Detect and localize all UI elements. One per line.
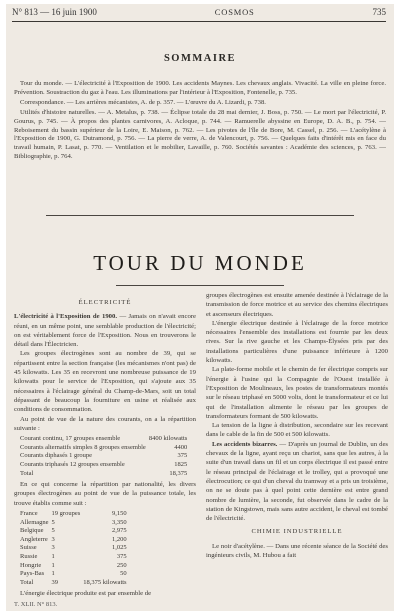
table-cell-groups: 3 — [51, 535, 55, 543]
table-cell-power: 50 — [120, 570, 127, 578]
summary-paragraph: Utilités d'histoire naturelles. — A. Metalus, p. 738. — Éclipse totale du 28 mai dernier, J. Boss, p. 750. — Le mort par l'électricité, P. Gourus, p. 745. — À propos des plantes carnivores, A. Acloque, p. 744. — Ramuerelle abyssine en Europe, D. A. B., p. 754. — Reboisement du bassin supérieur de la Loire, E. Maison, p. 762. — Les pivotes de l'île de Bore, M. Cassel, p. 256. — L'acétylène à l'Exposition de 1900, G. Dutramond, p. 756. — La pierre de verre, A. de Valencourt, p. 756. — Quelques faits d'intérêt mis en face du travail humain, P. Lasat, p. 770. — Ventilation et le mobilier, Lavaille, p. 760. Sociétés savantes : Académie des sciences, p. 763. — Bibliographie, p. 764. — [14, 108, 386, 161]
article-paragraph — [206, 440, 388, 524]
table-row — [20, 510, 130, 519]
table-row — [20, 519, 130, 528]
table-cell-groups: 1 — [51, 570, 55, 578]
table-row — [20, 470, 190, 479]
table-cell-power: 9,150 — [111, 510, 127, 518]
table-cell-groups: 5 — [51, 518, 55, 526]
table-cell-power: 2,975 — [111, 527, 127, 535]
article-title: Les accidents bizarres. — [212, 440, 278, 448]
table-cell-label: Courants alternatifs simples 8 groupes ensemble — [20, 443, 146, 451]
table-cell-label: Courant continu, 17 groupes ensemble — [20, 435, 121, 443]
table-row — [20, 553, 130, 562]
article-paragraph: Au point de vue de la nature des courants, on a la répartition suivante : — [14, 415, 196, 432]
table-cell-power: 1,200 — [111, 535, 127, 543]
table-row — [20, 435, 190, 444]
table-cell-value: 375 — [177, 452, 188, 460]
table-cell-country: Russie — [20, 552, 38, 560]
article-paragraph: Les groupes électrogènes sont au nombre de 39, qui se répartissent entre la section française (les mécanismes n'ont pas) de 45 kilowatts. Les 35 en recevront une nombreuse puissance de 19 kilowatts pour le service de l'Exposition, qui s'ajoute aux 35 nécessaires à l'éclairage général du Champ-de-Mars, soit un total dépassant de beaucoup la fourniture en usine et réalisée aux conditions de consommation. — [14, 350, 196, 414]
sommaire-heading: SOMMAIRE — [163, 53, 237, 64]
article-title: L'électricité à l'Exposition de 1900. — [14, 313, 118, 321]
table-row — [20, 579, 130, 588]
article-paragraph: Le noir d'acétylène. — Dans une récente séance de la Société des ingénieurs civils, M. Hubou a fait — [206, 542, 388, 560]
table-cell-country: Angleterre — [20, 535, 48, 543]
table-row — [20, 527, 130, 536]
table-cell-country: France — [20, 510, 38, 518]
table-cell-value: 18,375 — [169, 469, 188, 477]
journal-page — [6, 4, 394, 611]
page-footer: T. XLII. N° 813. — [14, 601, 58, 608]
section-subheading: CHIMIE INDUSTRIELLE — [251, 528, 343, 536]
left-column — [14, 294, 196, 599]
table-cell-value: 8400 kilowatts — [148, 435, 188, 443]
section-subheading: ÉLECTRICITÉ — [78, 299, 132, 306]
table-cell-value: 4400 — [174, 443, 188, 451]
table-cell-power: 250 — [116, 561, 127, 569]
section-title: TOUR DU MONDE — [93, 251, 307, 275]
summary-block — [14, 80, 386, 163]
table-cell-groups: 1 — [51, 552, 55, 560]
table-row — [20, 452, 190, 461]
table-cell-country: Total — [20, 578, 34, 586]
table-cell-label: Total — [20, 469, 34, 477]
article-paragraph: L'énergie électrique produite est par ensemble de — [20, 590, 152, 598]
table-cell-power: 1,025 — [111, 544, 127, 552]
table-cell-power: 375 — [116, 552, 127, 560]
table-cell-country: Belgique — [20, 527, 44, 535]
page-number: 735 — [372, 7, 386, 17]
table-cell-country: Hongrie — [20, 561, 42, 569]
table-cell-value: 1825 — [174, 460, 188, 468]
article-paragraph: L'énergie électrique destinée à l'éclairage de la force motrice nécessaires l'ensemble des installations est fournie par les deux rives. Sur la rive gauche et les Champs-Élysées pris par des installations particulières d'une puissance inférieure à 1200 kilowatts. — [206, 319, 388, 365]
article-paragraph: La tension de la ligne à distribution, secondaire sur les recevant dans le cable de la fin de 500 et 500 kilowatts. — [206, 422, 388, 439]
table-cell-groups: 19 groupes — [51, 510, 81, 518]
table-cell-groups: 39 — [51, 578, 59, 586]
table-row — [20, 444, 190, 453]
country-table — [20, 510, 130, 587]
table-cell-power: 18,375 kilowatts — [83, 578, 127, 586]
title-underline — [116, 285, 284, 286]
right-column — [206, 291, 388, 560]
section-divider — [46, 215, 354, 216]
table-cell-groups: 3 — [51, 544, 55, 552]
summary-paragraph: Correspondance. — Les arrières mécanistes, A. de p. 357. — L'œuvre du A. Lizardi, p. 738. — [20, 98, 266, 106]
table-cell-country: Pays-Bas — [20, 570, 45, 578]
running-header — [12, 7, 386, 17]
table-cell-country: Allemagne — [20, 518, 49, 526]
table-cell-country: Suisse — [20, 544, 37, 552]
summary-paragraph: Tour du monde. — L'électricité à l'Exposition de 1900. Les accidents Maynes. Les chevaux anglais. Vivacité. La ville en pleine force. Prévention. Soustraction du gaz à l'eau. Les illuminations par l'intérieur à l'Exposition, Fontenelle, p. 735. — [14, 80, 386, 96]
table-row — [20, 544, 130, 553]
article-paragraph: En ce qui concerne la répartition par nationalité, les divers groupes électrogènes au point de vue de la puissance totale, les trouve établis comme suit : — [14, 481, 196, 507]
journal-name: COSMOS — [214, 7, 255, 17]
table-row — [20, 536, 130, 545]
article-intro — [14, 312, 196, 349]
table-row — [20, 461, 190, 470]
article-paragraph: La plate-forme mobile et le chemin de fer électrique compris sur l'énergie à l'usine qui la Compagnie de l'Ouest installée à l'Exposition de Moulineaux, les postes de transformateurs montés sur le réseau triphasé en 5000 volts, dont le transformateur et ce lui qui de l'installation alimente le réseau par les groupes de transformateurs formant de 500 kilowatts. — [206, 366, 388, 420]
article-intro-text: — Jamais on n'avait encore réuni, en un même point, une semblable production de l'électricité; on est véritablement force de l'Exposition. Nous en trouverons le détail dans l'Électricien. — [14, 313, 196, 349]
table-row — [20, 570, 130, 579]
issue-number: N° 813 — 16 juin 1900 — [12, 7, 97, 17]
article-paragraph: groupes électrogènes est ensuite amenée destinée à l'éclairage de la transmission de force motrice et au service des chemins électriques et ascenseurs électriques. — [206, 292, 388, 318]
table-cell-label: Courants triphasés 12 groupes ensemble — [20, 460, 125, 468]
header-rule — [12, 21, 386, 22]
table-cell-groups: 5 — [51, 527, 55, 535]
article-text: — D'après un journal de Dublin, un des chevaux de la ligne, ayant reçu un chariot, sans que les autres, à la suite d'un travail dans un fil et un corps électrique il est passé entre le réseau principal de l'éclairage et le trolley, qui a provoqué une électrocution; ce qui d'un cheval du tramway et a pris un troisième, on ne se doute pas à quel point cette dernière est entre grand nombre de lumière, la seconde, fut observée dans le cadre de la station de Kingstown, mais sans autre accident, le cheval est tombé de l'électricité. — [206, 440, 389, 523]
table-row — [20, 562, 130, 571]
table-cell-label: Courants diphasés 1 groupe — [20, 452, 93, 460]
table-cell-groups: 1 — [51, 561, 55, 569]
table-cell-power: 3,350 — [111, 518, 127, 526]
power-table — [20, 435, 190, 478]
